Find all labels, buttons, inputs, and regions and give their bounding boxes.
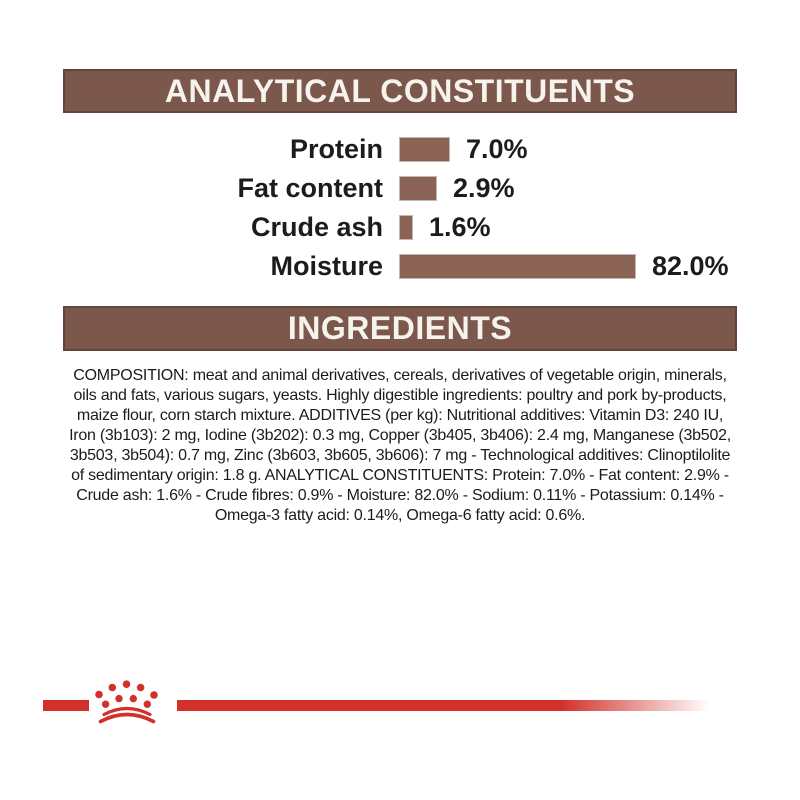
composition-line: 3b503, 3b504): 0.7 mg, Zinc (3b603, 3b605, 3b606): 7 mg - Technological additives: Clinoptilolite	[69, 447, 731, 464]
chart-bar	[400, 255, 635, 278]
chart-row	[0, 130, 800, 169]
ingredients-header: INGREDIENTS	[63, 306, 737, 351]
chart-row	[0, 169, 800, 208]
red-line-left-segment	[43, 700, 89, 711]
chart-value-label: 82.0%	[652, 251, 729, 281]
composition-line: Crude ash: 1.6% - Crude fibres: 0.9% - Moisture: 82.0% - Sodium: 0.11% - Potassium: 0.14% -	[76, 487, 724, 504]
chart-bar	[400, 138, 449, 161]
composition-line: maize flour, corn starch mixture. ADDITIVES (per kg): Nutritional additives: Vitamin D3: 240 IU,	[76, 407, 724, 424]
chart-category-label: Protein	[289, 134, 383, 164]
composition-line: Omega-3 fatty acid: 0.14%, Omega-6 fatty acid: 0.6%.	[214, 507, 586, 524]
chart-value-label: 1.6%	[429, 212, 491, 242]
composition-line: COMPOSITION: meat and animal derivatives, cereals, derivatives of vegetable origin, minerals,	[73, 367, 727, 384]
chart-bar	[400, 177, 436, 200]
royal-canin-crown-logo	[90, 680, 168, 730]
chart-category-label: Moisture	[270, 251, 383, 281]
red-line-right-segment	[177, 700, 710, 711]
composition-line: oils and fats, various sugars, yeasts. Highly digestible ingredients: poultry and pork by-products,	[73, 387, 727, 404]
constituents-chart	[0, 130, 800, 286]
chart-row	[0, 208, 800, 247]
chart-value-label: 2.9%	[453, 173, 515, 203]
chart-value-label: 7.0%	[466, 134, 528, 164]
analytical-constituents-header: ANALYTICAL CONSTITUENTS	[63, 69, 737, 113]
composition-line: Iron (3b103): 2 mg, Iodine (3b202): 0.3 mg, Copper (3b405, 3b406): 2.4 mg, Manganese (3b502,	[69, 427, 731, 444]
chart-row	[0, 247, 800, 286]
composition-text	[30, 366, 770, 526]
chart-category-label: Fat content	[237, 173, 383, 203]
composition-line: of sedimentary origin: 1.8 g. ANALYTICAL CONSTITUENTS: Protein: 7.0% - Fat content: 2.9% -	[71, 467, 729, 484]
chart-category-label: Crude ash	[250, 212, 383, 242]
chart-bar	[400, 216, 412, 239]
